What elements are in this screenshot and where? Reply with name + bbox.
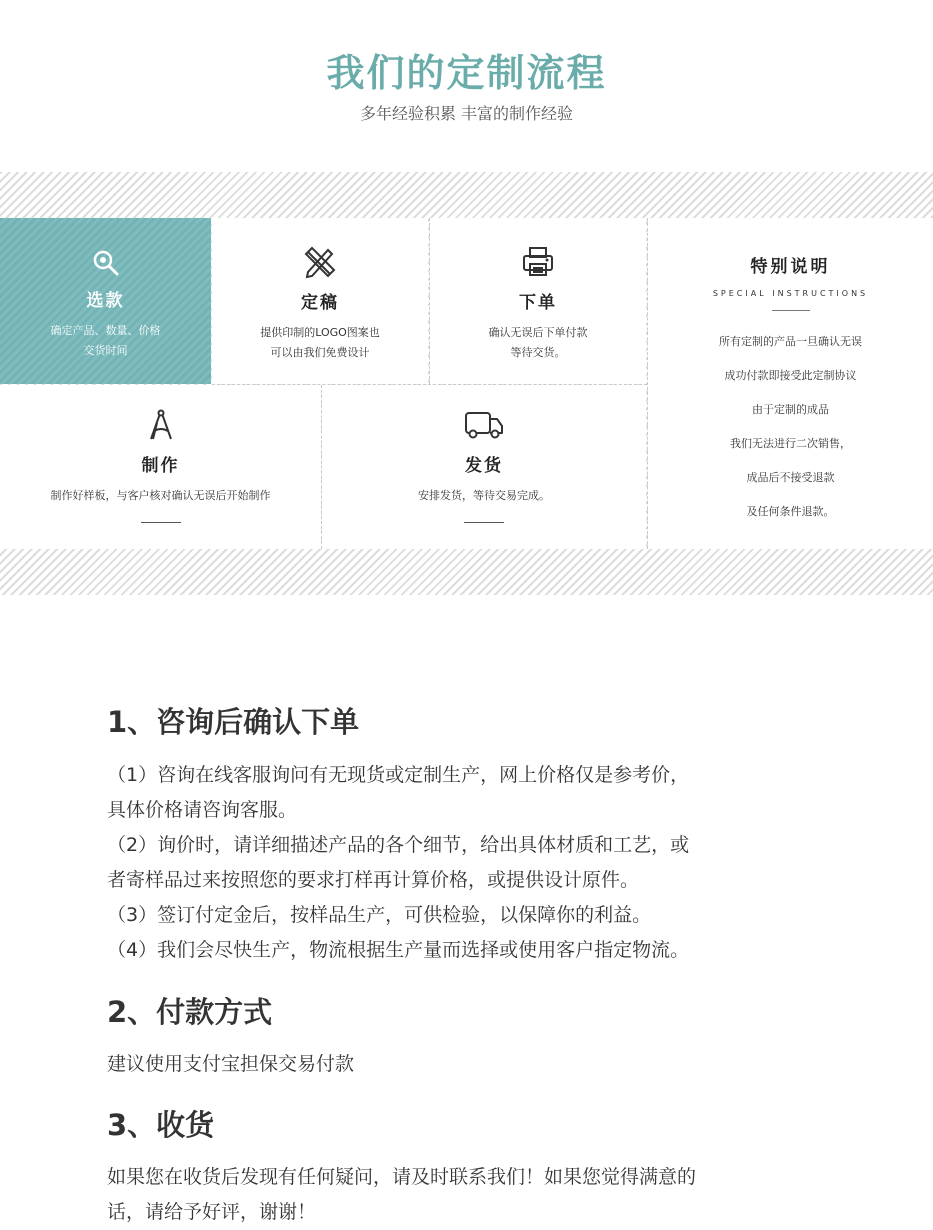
step-desc-line: 确定产品、数量、价格 — [50, 324, 161, 337]
card-separator — [647, 218, 648, 549]
section-heading: 3、收货 — [107, 1108, 215, 1142]
step-desc-line: 安排发货，等待交易完成。 — [418, 489, 550, 502]
step-desc-line: 可以由我们免费设计 — [270, 346, 370, 359]
step-title: 定稿 — [301, 293, 339, 313]
search-icon — [91, 248, 121, 278]
card-separator — [212, 384, 647, 385]
section-body — [107, 1047, 827, 1082]
truck-icon — [463, 407, 505, 443]
section-line: 建议使用支付宝担保交易付款 — [107, 1053, 355, 1075]
step-desc-line: 等待交货。 — [510, 346, 566, 359]
special-line: 成功付款即接受此定制协议 — [724, 369, 857, 382]
special-line: 我们无法进行二次销售， — [730, 437, 851, 450]
step-card-ship — [322, 385, 646, 549]
step-desc — [212, 323, 428, 363]
section-line: 如果您在收货后发现有任何疑问，请及时联系我们！如果您觉得满意的 — [107, 1166, 697, 1188]
divider — [772, 310, 810, 311]
section-body — [107, 758, 827, 968]
section-line: 者寄样品过来按照您的要求打样再计算价格，或提供设计原件。 — [107, 869, 640, 891]
step-desc — [322, 486, 646, 506]
step-title: 下单 — [519, 293, 557, 313]
step-desc — [0, 321, 211, 361]
section-heading: 2、付款方式 — [107, 995, 273, 1029]
card-separator — [321, 385, 322, 549]
step-title: 制作 — [141, 456, 180, 476]
card-separator — [429, 218, 430, 384]
step-desc-line: 确认无误后下单付款 — [488, 326, 588, 339]
printer-icon — [520, 244, 556, 280]
section-line: 话，请给予好评，谢谢！ — [107, 1201, 317, 1223]
compass-icon — [143, 407, 179, 443]
section-heading: 1、咨询后确认下单 — [107, 705, 360, 739]
step-desc — [0, 486, 321, 506]
special-line: 成品后不接受退款 — [746, 471, 835, 484]
section-line: （2）询价时，请详细描述产品的各个细节，给出具体材质和工艺，或 — [107, 834, 690, 856]
special-subtitle: SPECIAL INSTRUCTIONS — [712, 289, 869, 298]
section-line: （1）咨询在线客服询问有无现货或定制生产，网上价格仅是参考价， — [107, 764, 690, 786]
step-title: 发货 — [465, 456, 503, 476]
section-body — [107, 1160, 827, 1230]
step-card-select — [0, 218, 211, 384]
page-title: 我们的定制流程 — [326, 51, 607, 95]
page-subtitle: 多年经验积累 丰富的制作经验 — [359, 104, 574, 123]
special-instructions-card — [648, 218, 933, 549]
special-text — [648, 325, 933, 529]
special-line: 由于定制的成品 — [752, 403, 829, 416]
step-desc-line: 制作好样板，与客户核对确认无误后开始制作 — [50, 489, 271, 502]
step-card-order — [430, 218, 646, 384]
step-title: 选款 — [86, 291, 125, 311]
section-line: （3）签订付定金后，按样品生产，可供检验，以保障你的利益。 — [107, 904, 652, 926]
special-line: 及任何条件退款。 — [746, 505, 835, 518]
special-title: 特别说明 — [750, 257, 831, 277]
step-desc-line: 提供印制的LOGO图案也 — [260, 326, 380, 339]
section-line: 具体价格请咨询客服。 — [107, 799, 298, 821]
step-card-produce — [0, 385, 321, 549]
step-card-design — [212, 218, 428, 384]
divider — [464, 522, 504, 523]
section-line: （4）我们会尽快生产，物流根据生产量而选择或使用客户指定物流。 — [107, 939, 690, 961]
pencil-ruler-icon — [302, 244, 338, 280]
divider — [141, 522, 181, 523]
step-desc — [430, 323, 646, 363]
step-desc-line: 交货时间 — [83, 344, 128, 357]
special-line: 所有定制的产品一旦确认无误 — [719, 335, 862, 348]
